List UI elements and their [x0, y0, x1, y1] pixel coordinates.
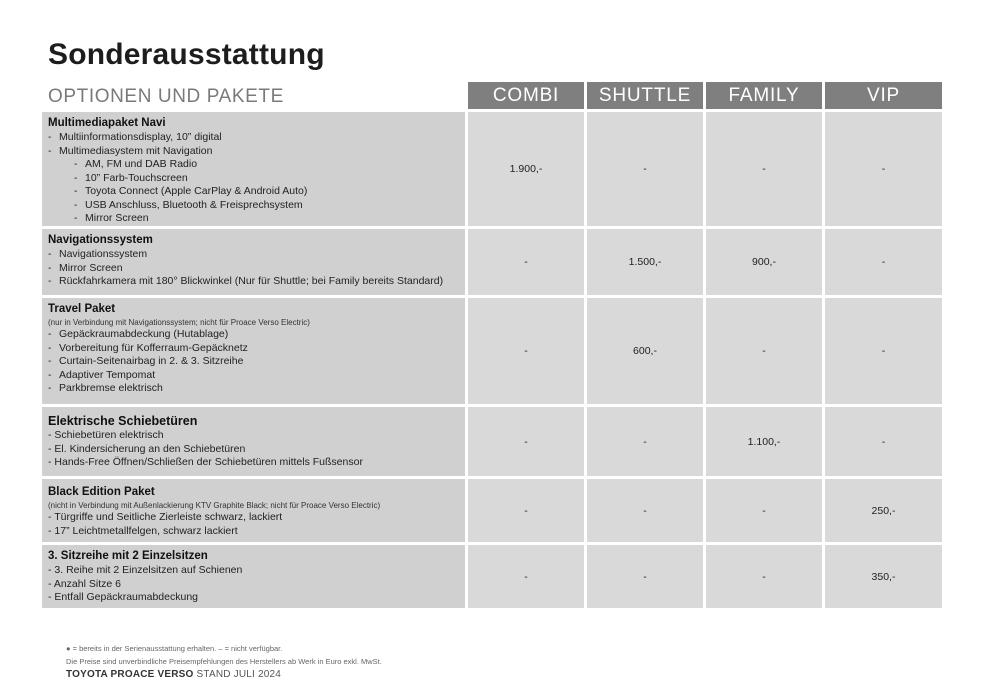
- value-cell-combi: -: [468, 407, 584, 476]
- table-row-elektrische-schiebetueren: [42, 407, 942, 476]
- table-row-navigationssystem: [42, 229, 942, 295]
- value-cell-family: 1.100,-: [706, 407, 822, 476]
- package-title: Black Edition Paket: [48, 486, 155, 498]
- row-description: [42, 407, 465, 476]
- value-cell-shuttle: 1.500,-: [587, 229, 703, 295]
- package-title: 3. Sitzreihe mit 2 Einzelsitzen: [48, 550, 208, 562]
- footnotes: [66, 643, 382, 668]
- list-item: - Multiinformationsdisplay, 10” digital: [48, 131, 222, 143]
- value-cell-family: -: [706, 479, 822, 542]
- list-item: - Schiebetüren elektrisch: [48, 429, 164, 441]
- value-cell-shuttle: -: [587, 112, 703, 226]
- row-description: [42, 479, 465, 542]
- table-row-travel-paket: [42, 298, 942, 404]
- value-cell-combi: -: [468, 545, 584, 608]
- value-cell-shuttle: -: [587, 479, 703, 542]
- value-cell-vip: -: [825, 407, 942, 476]
- page-title: Sonderausstattung: [48, 38, 325, 71]
- list-item: - Multimediasystem mit Navigation: [48, 144, 213, 157]
- value-cell-family: -: [706, 545, 822, 608]
- value-cell-family: -: [706, 298, 822, 404]
- table-row-dritte-sitzreihe: [42, 545, 942, 608]
- list-item: - Toyota Connect (Apple CarPlay & Android Auto): [74, 185, 308, 197]
- list-item: - Entfall Gepäckraumabdeckung: [48, 591, 198, 603]
- list-item: - Hands-Free Öffnen/Schließen der Schiebetüren mittels Fußsensor: [48, 456, 363, 468]
- list-item: - Curtain-Seitenairbag in 2. & 3. Sitzreihe: [48, 355, 244, 367]
- list-item: - Navigationssystem: [48, 248, 148, 260]
- value-cell-family: 900,-: [706, 229, 822, 295]
- footer-stand: STAND JULI 2024: [196, 669, 282, 680]
- value-cell-shuttle: 600,-: [587, 298, 703, 404]
- list-item: - Anzahl Sitze 6: [48, 577, 121, 590]
- column-header-shuttle: SHUTTLE: [587, 82, 703, 109]
- package-title: Multimediapaket Navi: [48, 117, 166, 129]
- value-cell-vip: -: [825, 229, 942, 295]
- value-cell-shuttle: -: [587, 407, 703, 476]
- list-item: - Gepäckraumabdeckung (Hutablage): [48, 328, 229, 340]
- list-item: - Parkbremse elektrisch: [48, 382, 163, 394]
- list-item: - El. Kindersicherung an den Schiebetüren: [48, 442, 246, 455]
- row-description: [42, 229, 465, 295]
- footer-brand: TOYOTA PROACE VERSO: [66, 669, 194, 680]
- value-cell-vip: 350,-: [825, 545, 942, 608]
- value-cell-combi: -: [468, 298, 584, 404]
- row-description: [42, 545, 465, 608]
- list-item: - 3. Reihe mit 2 Einzelsitzen auf Schienen: [48, 564, 243, 576]
- list-item: - Vorbereitung für Kofferraum-Gepäcknetz: [48, 341, 248, 354]
- value-cell-combi: -: [468, 479, 584, 542]
- package-title: Navigationssystem: [48, 234, 153, 246]
- table-row-black-edition-paket: [42, 479, 942, 542]
- list-item: - Rückfahrkamera mit 180° Blickwinkel (Nur für Shuttle; bei Family bereits Standard): [48, 275, 444, 287]
- column-header-vip: VIP: [825, 82, 942, 109]
- value-cell-vip: 250,-: [825, 479, 942, 542]
- list-item: - Mirror Screen: [74, 212, 149, 224]
- list-item: - 17” Leichtmetallfelgen, schwarz lackiert: [48, 524, 238, 537]
- value-cell-shuttle: -: [587, 545, 703, 608]
- list-item: - 10” Farb-Touchscreen: [74, 171, 188, 184]
- column-header-family: FAMILY: [706, 82, 822, 109]
- table-row-multimediapaket-navi: [42, 112, 942, 226]
- package-note: (nur in Verbindung mit Navigationssystem; nicht für Proace Verso Electric): [48, 318, 310, 327]
- footnote-prices: Die Preise sind unverbindliche Preisempfehlungen des Herstellers ab Werk in Euro exkl. MwSt.: [66, 656, 382, 666]
- value-cell-combi: 1.900,-: [468, 112, 584, 226]
- list-item: - USB Anschluss, Bluetooth & Freisprechsystem: [74, 198, 303, 211]
- package-title: Travel Paket: [48, 303, 116, 315]
- value-cell-vip: -: [825, 298, 942, 404]
- list-item: - AM, FM und DAB Radio: [74, 158, 198, 170]
- package-note: (nicht in Verbindung mit Außenlackierung KTV Graphite Black; nicht für Proace Verso Electric): [48, 501, 381, 510]
- column-header-combi: COMBI: [468, 82, 584, 109]
- options-heading: OPTIONEN UND PAKETE: [48, 86, 284, 107]
- value-cell-vip: -: [825, 112, 942, 226]
- package-title: Elektrische Schiebetüren: [48, 414, 198, 428]
- list-item: - Türgriffe und Seitliche Zierleiste schwarz, lackiert: [48, 511, 283, 523]
- row-description: [42, 298, 465, 404]
- value-cell-family: -: [706, 112, 822, 226]
- value-cell-combi: -: [468, 229, 584, 295]
- footnote-legend: ● = bereits in der Serienausstattung erhalten. – = nicht verfügbar.: [66, 644, 283, 653]
- list-item: - Mirror Screen: [48, 261, 123, 274]
- page-footer: [66, 669, 281, 680]
- list-item: - Adaptiver Tempomat: [48, 368, 156, 381]
- row-description: [42, 112, 465, 226]
